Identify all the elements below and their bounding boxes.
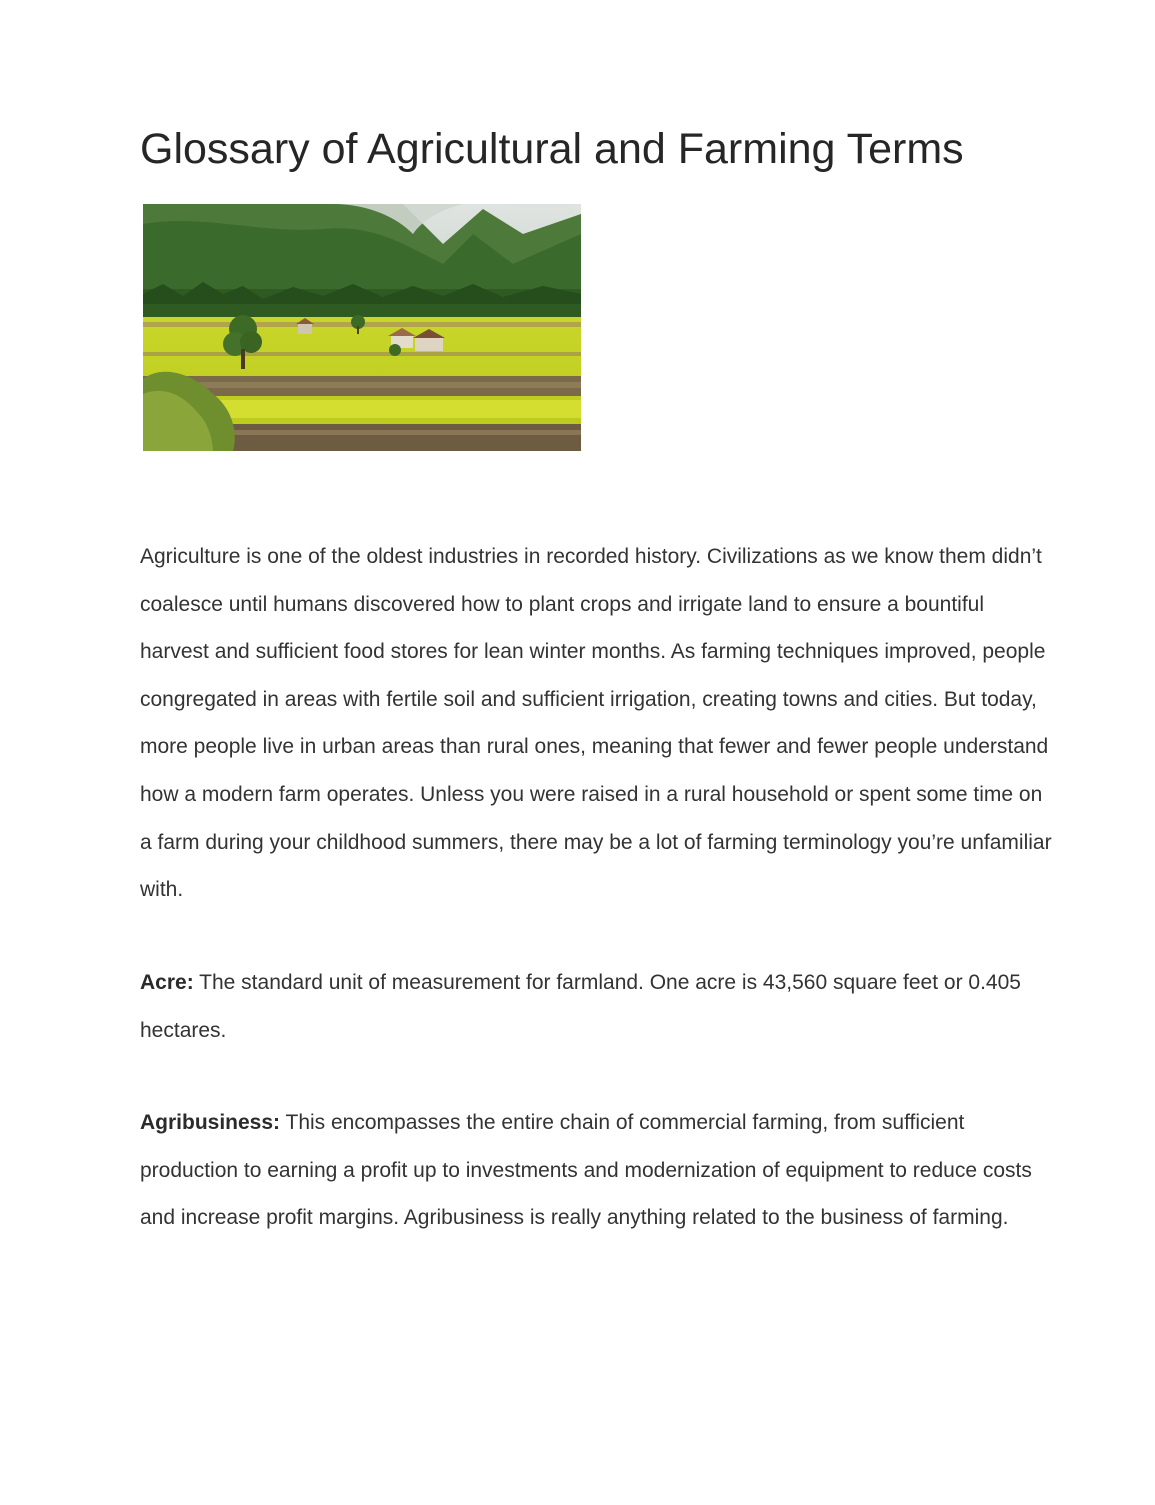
glossary-entry-acre [140,959,1055,1054]
term-definition: This encompasses the entire chain of commercial farming, from sufficient production to earning a profit up to investments and modernization of equipment to reduce costs and increase profit margins. Agribusiness is really anything related to the business of farming. [140,1111,1032,1230]
glossary-entry-agribusiness [140,1099,1055,1242]
term-label: Acre: [140,971,194,994]
page-title: Glossary of Agricultural and Farming Terms [140,125,964,173]
term-label: Agribusiness: [140,1111,281,1134]
term-definition: The standard unit of measurement for farmland. One acre is 43,560 square feet or 0.405 hectares. [140,971,1021,1042]
farmland-photo [143,204,581,451]
intro-paragraph: Agriculture is one of the oldest industries in recorded history. Civilizations as we know them didn’t coalesce until humans discovered how to plant crops and irrigate land to ensure a bountiful harvest and sufficient food stores for lean winter months. As farming techniques improved, people congregated in areas with fertile soil and sufficient irrigation, creating towns and cities. But today, more people live in urban areas than rural ones, meaning that fewer and fewer people understand how a modern farm operates. Unless you were raised in a rural household or spent some time on a farm during your childhood summers, there may be a lot of farming terminology you’re unfamiliar with. [140,545,1052,902]
